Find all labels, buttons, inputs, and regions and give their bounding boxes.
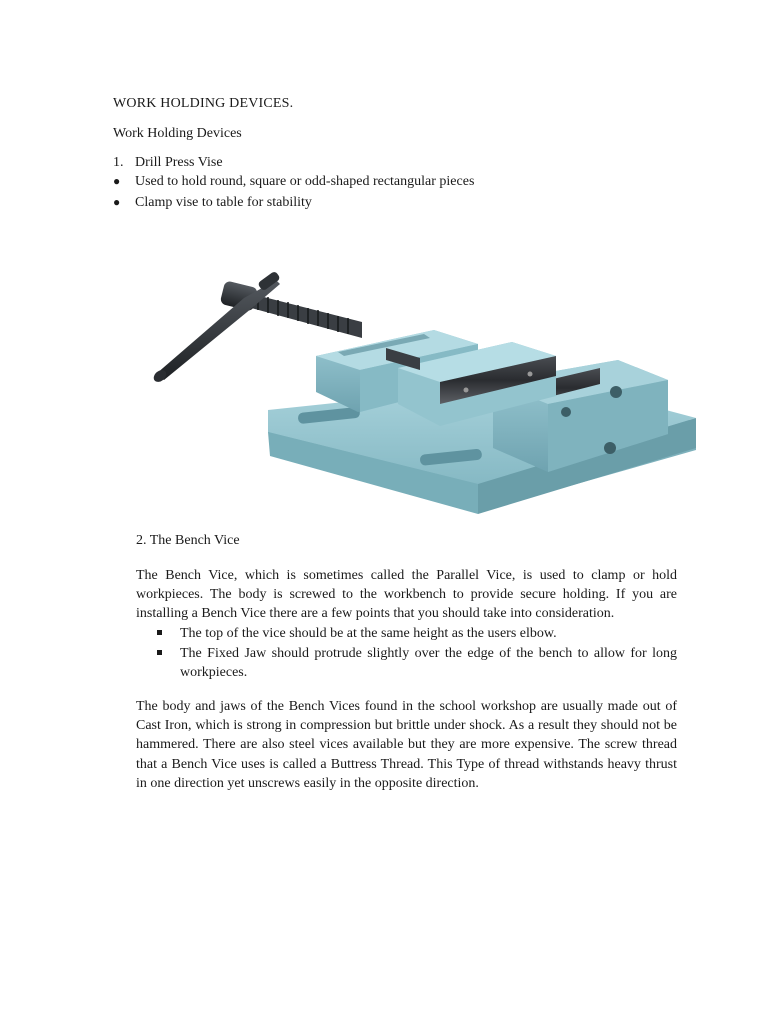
bullet-item	[113, 193, 312, 212]
paragraph: The Bench Vice, which is sometimes called the Parallel Vice, is used to clamp or hold workpieces. The body is screwed to the workbench to provide secure holding. If you are installing a Bench Vice there are a few points that you should take into consideration.	[136, 568, 677, 622]
list-item	[157, 624, 677, 643]
drill-press-vise-image	[148, 272, 704, 522]
bullet-dot-icon: ●	[113, 195, 121, 209]
item-title: Drill Press Vise	[135, 155, 223, 170]
item-number: 1.	[113, 155, 124, 170]
paragraph: The body and jaws of the Bench Vices found in the school workshop are usually made out of Cast Iron, which is strong in compression but brittle under shock. As a result they should not be hammered. There are also steel vices available but they are more expensive. The screw thread that a Bench Vice uses is called a Buttress Thread. This Type of thread withstands heavy thrust in one direction yet unscrews easily in the opposite direction.	[136, 699, 677, 791]
list-item-text: The top of the vice should be at the same height as the users elbow.	[180, 626, 557, 641]
bullet-list	[157, 624, 677, 683]
bullet-item	[113, 172, 474, 191]
document-heading: WORK HOLDING DEVICES.	[113, 96, 294, 111]
section-heading-bench-vice: 2. The Bench Vice	[136, 533, 240, 548]
bullet-text: Clamp vise to table for stability	[135, 195, 312, 210]
bullet-text: Used to hold round, square or odd-shaped rectangular pieces	[135, 174, 475, 189]
square-bullet-icon	[157, 630, 162, 635]
list-item-text: The Fixed Jaw should protrude slightly over the edge of the bench to allow for long workpieces.	[180, 646, 677, 681]
numbered-item-drill-press-vise	[113, 153, 223, 172]
drill-press-vise-photo-icon	[148, 272, 704, 522]
list-item	[157, 644, 677, 682]
bullet-dot-icon: ●	[113, 174, 121, 188]
section-heading: Work Holding Devices	[113, 126, 242, 141]
square-bullet-icon	[157, 650, 162, 655]
